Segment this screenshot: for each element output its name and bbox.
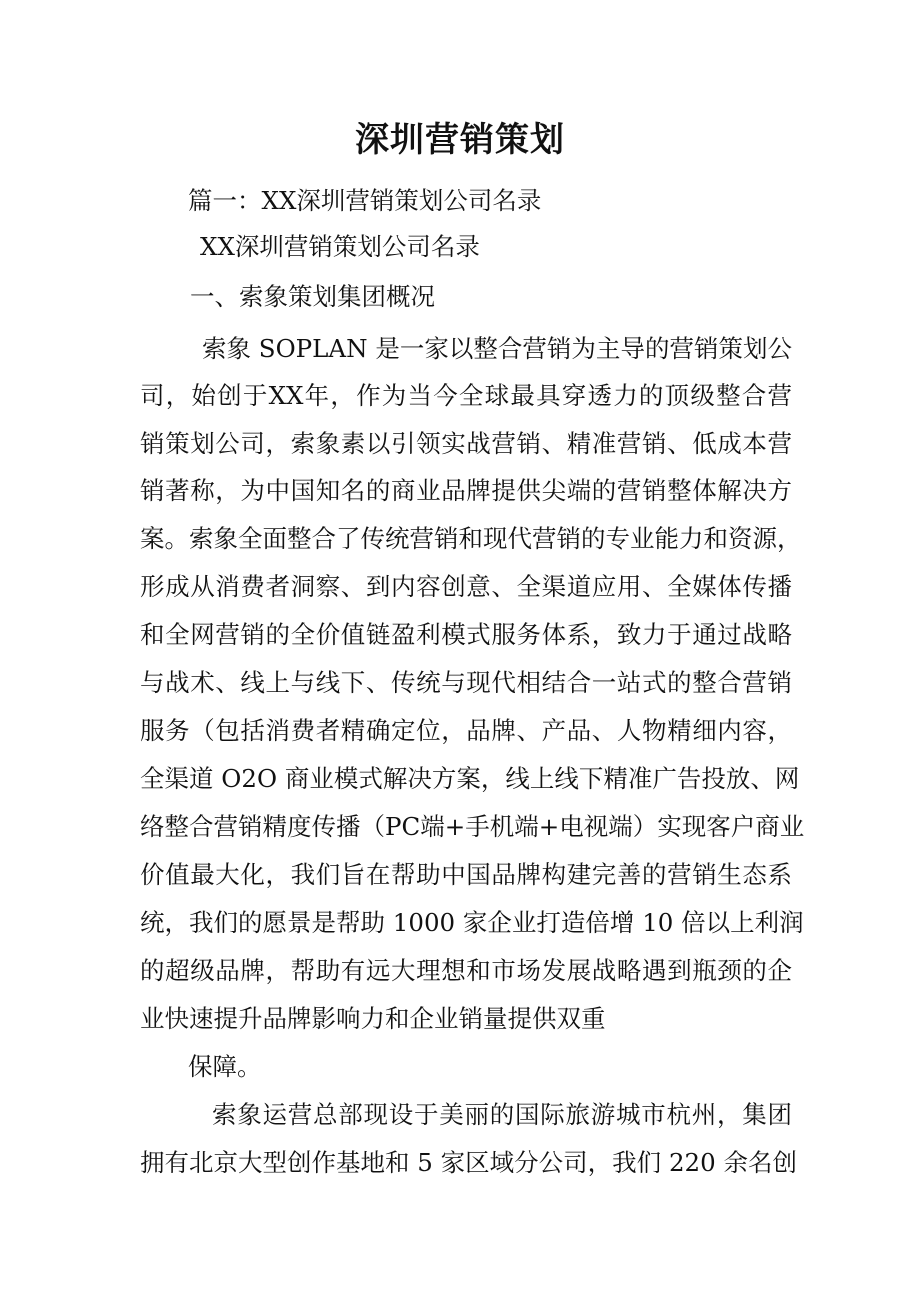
paragraph-line: 络整合营销精度传播（PC端+手机端+电视端）实现客户商业 [140,812,805,841]
paragraph-line: 服务（包括消费者精确定位，品牌、产品、人物精细内容， [140,716,792,745]
paragraph-line: 价值最大化，我们旨在帮助中国品牌构建完善的营销生态系 [140,860,792,889]
section-heading: 篇一：XX深圳营销策划公司名录 [188,186,542,215]
paragraph-line: 与战术、线上与线下、传统与现代相结合一站式的整合营销 [140,668,792,697]
paragraph-line: 保障。 [188,1052,262,1081]
paragraph-line: 形成从消费者洞察、到内容创意、全渠道应用、全媒体传播 [140,572,792,601]
paragraph-line: 销策划公司，索象素以引领实战营销、精准营销、低成本营 [140,429,792,458]
paragraph-line: 案。索象全面整合了传统营销和现代营销的专业能力和资源， [140,524,802,553]
section-heading: 一、索象策划集团概况 [190,282,435,311]
section-heading: XX深圳营销策划公司名录 [200,232,480,261]
paragraph-line: 索象运营总部现设于美丽的国际旅游城市杭州，集团 [212,1100,792,1129]
paragraph-line: 索象 SOPLAN 是一家以整合营销为主导的营销策划公 [202,334,792,363]
paragraph-line: 全渠道 O2O 商业模式解决方案，线上线下精准广告投放、网 [140,764,800,793]
paragraph-line: 司，始创于XX年，作为当今全球最具穿透力的顶级整合营 [140,381,792,410]
paragraph-line: 拥有北京大型创作基地和 5 家区域分公司，我们 220 余名创 [140,1148,797,1177]
paragraph-line: 业快速提升品牌影响力和企业销量提供双重 [140,1004,606,1033]
paragraph-line: 销著称，为中国知名的商业品牌提供尖端的营销整体解决方 [140,476,792,505]
paragraph-line: 的超级品牌，帮助有远大理想和市场发展战略遇到瓶颈的企 [140,956,792,985]
document-title: 深圳营销策划 [355,120,565,160]
paragraph-line: 和全网营销的全价值链盈利模式服务体系，致力于通过战略 [140,620,792,649]
paragraph-line: 统，我们的愿景是帮助 1000 家企业打造倍增 10 倍以上利润 [140,908,804,937]
